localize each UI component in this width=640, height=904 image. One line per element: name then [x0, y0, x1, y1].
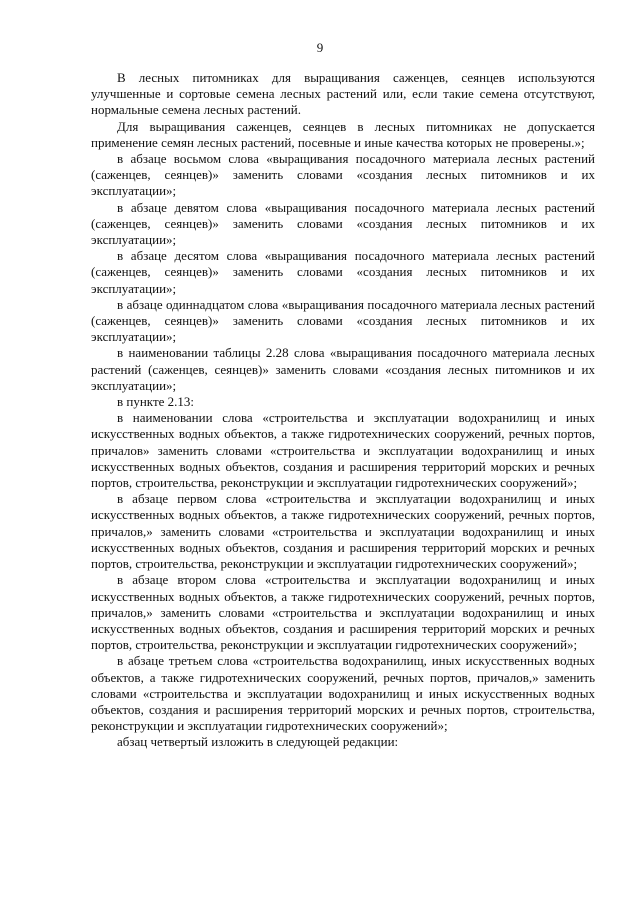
paragraph-11: в абзаце втором слова «строительства и эксплуатации водохранилищ и иных искусственных водных объектов, а также гидротехнических сооружений, речных портов, причалов,» заменить словами «строительства и эксплуатации водохранилищ и иных искусственных водных объектов, создания и расширения территорий морских и речных портов, строительства, реконструкции и эксплуатации гидротехнических сооружений»; [91, 572, 595, 653]
paragraph-10: в абзаце первом слова «строительства и эксплуатации водохранилищ и иных искусственных водных объектов, а также гидротехнических сооружений, речных портов, причалов,» заменить словами «строительства и эксплуатации водохранилищ и иных искусственных водных объектов, создания и расширения территорий морских и речных портов, строительства, реконструкции и эксплуатации гидротехнических сооружений»; [91, 491, 595, 572]
document-body [91, 70, 595, 751]
paragraph-2: Для выращивания саженцев, сеянцев в лесных питомниках не допускается применение семян лесных растений, посевные и иные качества которых не проверены.»; [91, 118, 595, 150]
paragraph-3: в абзаце восьмом слова «выращивания посадочного материала лесных растений (саженцев, сеянцев)» заменить словами «создания лесных питомников и их эксплуатации»; [91, 151, 595, 199]
paragraph-8: в пункте 2.13: [117, 394, 195, 410]
paragraph-5: в абзаце десятом слова «выращивания посадочного материала лесных растений (саженцев, сеянцев)» заменить словами «создания лесных питомников и их эксплуатации»; [91, 248, 595, 296]
page-number: 9 [316, 40, 324, 55]
paragraph-13: абзац четвертый изложить в следующей редакции: [117, 734, 399, 750]
paragraph-9: в наименовании слова «строительства и эксплуатации водохранилищ и иных искусственных водных объектов, а также гидротехнических сооружений, речных портов, причалов» заменить словами «строительства и эксплуатации водохранилищ и иных искусственных водных объектов, создания и расширения территорий морских и речных портов, строительства, реконструкции и эксплуатации гидротехнических сооружений»; [91, 410, 595, 491]
paragraph-6: в абзаце одиннадцатом слова «выращивания посадочного материала лесных растений (саженцев, сеянцев)» заменить словами «создания лесных питомников и их эксплуатации»; [91, 296, 595, 345]
paragraph-4: в абзаце девятом слова «выращивания посадочного материала лесных растений (саженцев, сеянцев)» заменить словами «создания лесных питомников и их эксплуатации»; [91, 199, 595, 248]
paragraph-7: в наименовании таблицы 2.28 слова «выращивания посадочного материала лесных растений (саженцев, сеянцев)» заменить словами «создания лесных питомников и их эксплуатации»; [91, 345, 595, 393]
paragraph-12: в абзаце третьем слова «строительства водохранилищ, иных искусственных водных объектов, а также гидротехнических сооружений, речных портов, причалов,» заменить словами «строительства и эксплуатации водохранилищ и иных искусственных водных объектов, создания и расширения территорий морских и речных портов, строительства, реконструкции и эксплуатации гидротехнических сооружений»; [91, 653, 595, 734]
paragraph-1: В лесных питомниках для выращивания саженцев, сеянцев используются улучшенные и сортовые семена лесных растений или, если такие семена отсутствуют, нормальные семена лесных растений. [91, 70, 595, 118]
